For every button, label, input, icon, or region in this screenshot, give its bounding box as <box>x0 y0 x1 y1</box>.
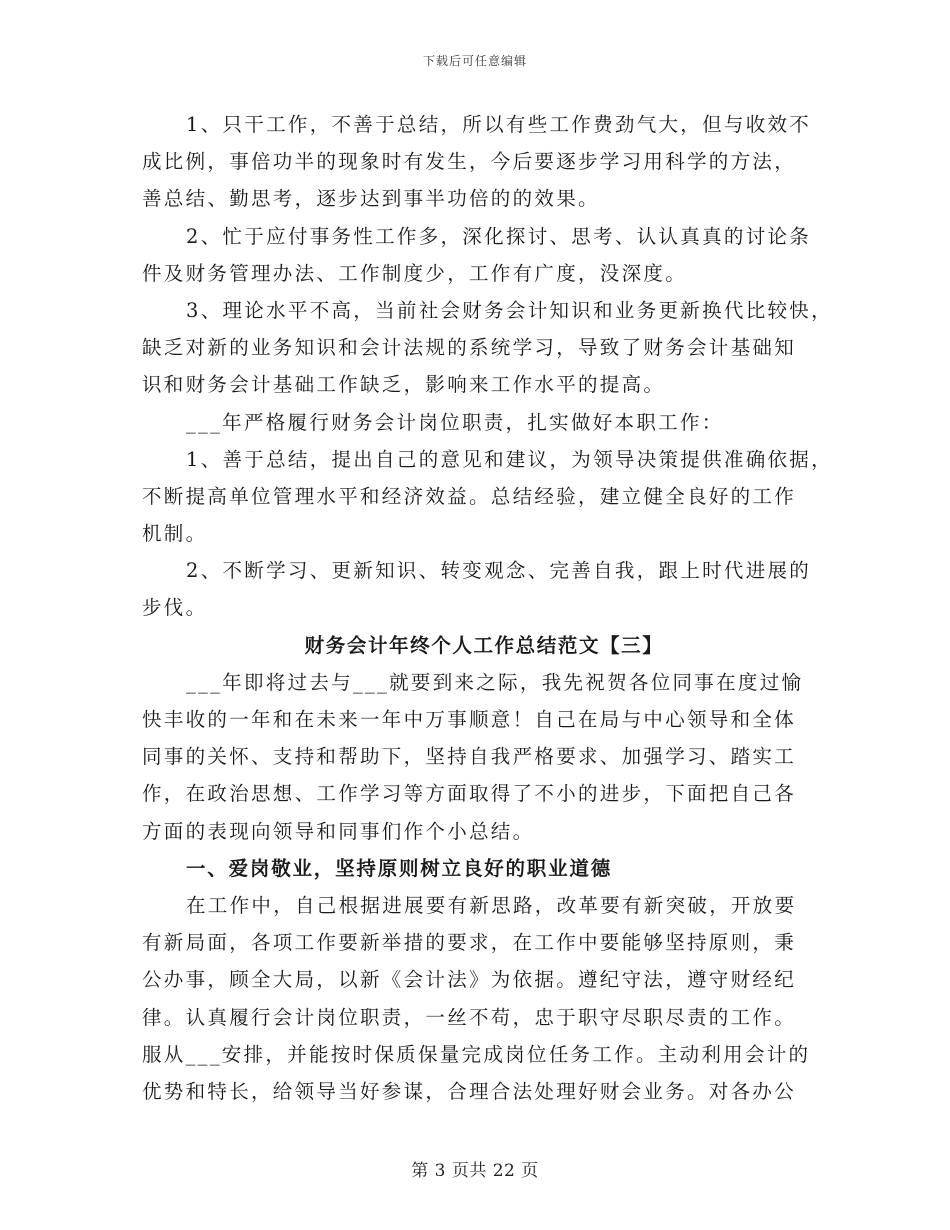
text-line: 2、不断学习、更新知识、转变观念、完善自我，跟上时代进展的 <box>186 559 812 583</box>
text-line: 1、善于总结，提出自己的意见和建议，为领导决策提供准确依据， <box>186 447 833 471</box>
text-line: 善总结、勤思考，逐步达到事半功倍的的效果。 <box>142 187 600 211</box>
text-line: 件及财务管理办法、工作制度少，工作有广度，没深度。 <box>142 261 688 285</box>
text-line: 3、理论水平不高，当前社会财务会计知识和业务更新换代比较快， <box>186 298 833 322</box>
text-line: ___年即将过去与___就要到来之际，我先祝贺各位同事在度过愉 <box>186 670 804 694</box>
text-line: 公办事，顾全大局，以新《会计法》为依据。遵纪守法，遵守财经纪 <box>142 968 797 992</box>
text-line: 作，在政治思想、工作学习等方面取得了不小的进步，下面把自己各 <box>142 782 797 806</box>
text-line: ___年严格履行财务会计岗位职责，扎实做好本职工作： <box>186 410 724 434</box>
section-title: 财务会计年终个人工作总结范文【三】 <box>304 633 664 657</box>
document-body <box>142 106 833 1110</box>
text-line: 在工作中，自己根据进展要有新思路，改革要有新突破，开放要 <box>186 893 797 917</box>
text-line: 有新局面，各项工作要新举措的要求，在工作中要能够坚持原则，秉 <box>142 931 797 955</box>
text-line: 方面的表现向领导和同事们作个小总结。 <box>142 819 535 843</box>
page-header-note: 下载后可任意编辑 <box>422 54 527 68</box>
text-line: 服从___安排，并能按时保质保量完成岗位任务工作。主动利用会计的 <box>142 1042 811 1066</box>
text-line: 优势和特长，给领导当好参谋，合理合法处理好财会业务。对各办公 <box>142 1079 797 1103</box>
text-line: 不断提高单位管理水平和经济效益。总结经验，建立健全良好的工作 <box>142 484 797 508</box>
text-line: 同事的关怀、支持和帮助下，坚持自我严格要求、加强学习、踏实工 <box>142 745 797 769</box>
text-line: 成比例，事倍功半的现象时有发生，今后要逐步学习用科学的方法， <box>142 150 797 174</box>
text-line: 2、忙于应付事务性工作多，深化探讨、思考、认认真真的讨论条 <box>186 224 812 248</box>
text-line: 识和财务会计基础工作缺乏，影响来工作水平的提高。 <box>142 373 666 397</box>
text-line: 机制。 <box>142 522 208 546</box>
text-line: 缺乏对新的业务知识和会计法规的系统学习，导致了财务会计基础知 <box>142 336 797 360</box>
text-line: 快丰收的一年和在未来一年中万事顺意！自己在局与中心领导和全体 <box>142 708 797 731</box>
text-line: 步伐。 <box>142 596 208 620</box>
page-number: 第 3 页共 22 页 <box>411 1161 539 1181</box>
text-line: 1、只干工作，不善于总结，所以有些工作费劲气大，但与收效不 <box>186 113 812 136</box>
text-line: 律。认真履行会计岗位职责，一丝不苟，忠于职守尽职尽责的工作。 <box>142 1005 797 1029</box>
subsection-heading: 一、爱岗敬业，坚持原则树立良好的职业道德 <box>186 856 613 880</box>
